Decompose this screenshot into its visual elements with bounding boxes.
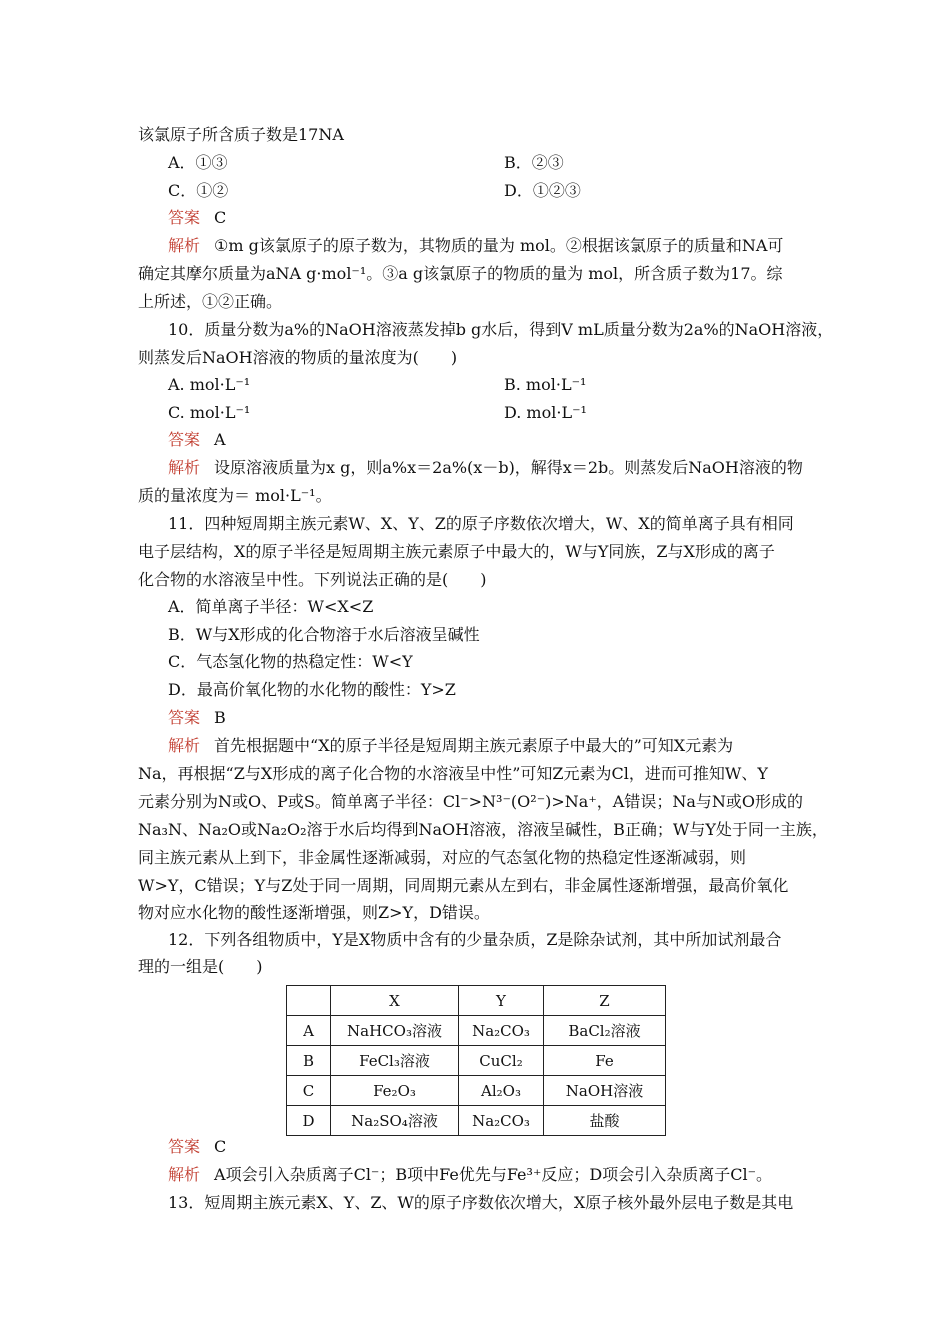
q11-option-b: B．W与X形成的化合物溶于水后溶液呈碱性 — [168, 625, 480, 644]
q10-stem-line-2: 则蒸发后NaOH溶液的物质的量浓度为( ) — [138, 348, 458, 367]
q11-analysis-line-7: 物对应水化物的酸性逐渐增强，则Z>Y，D错误。 — [138, 903, 490, 922]
q13-stem-line-1: 13．短周期主族元素X、Y、Z、W的原子序数依次增大，X原子核外最外层电子数是其电 — [168, 1193, 794, 1212]
analysis-text: A项会引入杂质离子Cl⁻；B项中Fe优先与Fe³⁺反应；D项会引入杂质离子Cl⁻。 — [214, 1165, 773, 1184]
answer-value: A — [214, 430, 226, 449]
analysis-text: 设原溶液质量为x g，则a%x＝2a%(x－b)，解得x＝2b。则蒸发后NaOH溶液的物 — [214, 458, 803, 477]
q12-stem-line-1: 12．下列各组物质中，Y是X物质中含有的少量杂质，Z是除杂试剂，其中所加试剂最合 — [168, 930, 782, 949]
q11-option-c: C．气态氢化物的热稳定性：W<Y — [168, 652, 413, 671]
q11-analysis-line-6: W>Y，C错误；Y与Z处于同一周期，同周期元素从左到右，非金属性逐渐增强，最高价氧化 — [138, 876, 789, 895]
answer-label: 答案 — [168, 430, 201, 449]
table-cell: Al₂O₃ — [459, 1076, 544, 1106]
q10-stem-line-1: 10．质量分数为a%的NaOH溶液蒸发掉b g水后，得到V mL质量分数为2a%的NaOH溶液， — [168, 320, 834, 339]
table-cell: 盐酸 — [544, 1106, 666, 1136]
table-header-cell: Y — [459, 986, 544, 1016]
q10-answer — [168, 430, 226, 450]
q9-tail-line: 该氯原子所含质子数是17NA — [138, 125, 344, 144]
q12-options-table — [286, 985, 666, 1136]
q11-answer — [168, 708, 226, 728]
q10-option-c: C. mol·L⁻¹ — [168, 403, 251, 422]
table-header-cell: Z — [544, 986, 666, 1016]
table-cell: NaOH溶液 — [544, 1076, 666, 1106]
analysis-text: ①m g该氯原子的原子数为，其物质的量为 mol。②根据该氯原子的质量和NA可 — [214, 236, 784, 255]
table-cell: B — [287, 1046, 331, 1076]
q11-analysis-line-1 — [168, 736, 733, 756]
q10-option-b: B. mol·L⁻¹ — [504, 375, 587, 394]
q12-stem-line-2: 理的一组是( ) — [138, 957, 263, 976]
q11-option-d: D．最高价氧化物的水化物的酸性：Y>Z — [168, 680, 456, 699]
answer-value: B — [214, 708, 226, 727]
q10-option-a: A. mol·L⁻¹ — [168, 375, 251, 394]
table-header-cell: X — [331, 986, 459, 1016]
q9-option-c: C．①② — [168, 181, 229, 200]
table-row — [287, 1016, 666, 1046]
analysis-text: 首先根据题中“X的原子半径是短周期主族元素原子中最大的”可知X元素为 — [214, 736, 734, 755]
table-cell: Na₂CO₃ — [459, 1106, 544, 1136]
q10-analysis-line-2: 质的量浓度为＝ mol·L⁻¹。 — [138, 486, 332, 505]
table-cell: C — [287, 1076, 331, 1106]
q12-answer — [168, 1137, 226, 1157]
answer-value: C — [214, 208, 227, 227]
analysis-label: 解析 — [168, 458, 201, 477]
q11-option-a: A．简单离子半径：W<X<Z — [168, 597, 374, 616]
q10-analysis-line-1 — [168, 458, 803, 478]
table-cell: BaCl₂溶液 — [544, 1016, 666, 1046]
table-cell: Fe — [544, 1046, 666, 1076]
table-cell: CuCl₂ — [459, 1046, 544, 1076]
table-cell: FeCl₃溶液 — [331, 1046, 459, 1076]
q9-option-a: A．①③ — [168, 153, 228, 172]
q11-stem-line-2: 电子层结构，X的原子半径是短周期主族元素原子中最大的，W与Y同族，Z与X形成的离子 — [138, 542, 775, 561]
q9-analysis-line-1 — [168, 236, 783, 256]
q11-analysis-line-3: 元素分别为N或O、P或S。简单离子半径：Cl⁻>N³⁻(O²⁻)>Na⁺，A错误；Na与N或O形成的 — [138, 792, 803, 811]
table-cell: A — [287, 1016, 331, 1046]
analysis-label: 解析 — [168, 1165, 201, 1184]
q9-answer — [168, 208, 226, 228]
q11-analysis-line-2: Na，再根据“Z与X形成的离子化合物的水溶液呈中性”可知Z元素为Cl，进而可推知W、Y — [138, 764, 768, 783]
table-cell: Na₂SO₄溶液 — [331, 1106, 459, 1136]
answer-value: C — [214, 1137, 227, 1156]
answer-label: 答案 — [168, 1137, 201, 1156]
table-header-cell — [287, 986, 331, 1016]
q9-analysis-line-2: 确定其摩尔质量为aNA g·mol⁻¹。③a g该氯原子的物质的量为 mol，所含质子数为17。综 — [138, 264, 783, 283]
q11-stem-line-1: 11．四种短周期主族元素W、X、Y、Z的原子序数依次增大，W、X的简单离子具有相同 — [168, 514, 794, 533]
table-cell: D — [287, 1106, 331, 1136]
analysis-label: 解析 — [168, 236, 201, 255]
table-row — [287, 1106, 666, 1136]
table-cell: NaHCO₃溶液 — [331, 1016, 459, 1046]
q10-option-d: D. mol·L⁻¹ — [504, 403, 587, 422]
q11-stem-line-3: 化合物的水溶液呈中性。下列说法正确的是( ) — [138, 570, 487, 589]
q9-analysis-line-3: 上所述，①②正确。 — [138, 292, 283, 311]
table-cell: Na₂CO₃ — [459, 1016, 544, 1046]
analysis-label: 解析 — [168, 736, 201, 755]
q11-analysis-line-5: 同主族元素从上到下，非金属性逐渐减弱，对应的气态氢化物的热稳定性逐渐减弱，则 — [138, 848, 747, 867]
table-header-row — [287, 986, 666, 1016]
table-cell: Fe₂O₃ — [331, 1076, 459, 1106]
answer-label: 答案 — [168, 208, 201, 227]
answer-label: 答案 — [168, 708, 201, 727]
q9-option-b: B．②③ — [504, 153, 564, 172]
q9-option-d: D．①②③ — [504, 181, 581, 200]
table-row — [287, 1046, 666, 1076]
table-row — [287, 1076, 666, 1106]
q12-analysis-line-1 — [168, 1165, 772, 1185]
q11-analysis-line-4: Na₃N、Na₂O或Na₂O₂溶于水后均得到NaOH溶液，溶液呈碱性，B正确；W与Y处于同一主族， — [138, 820, 828, 839]
